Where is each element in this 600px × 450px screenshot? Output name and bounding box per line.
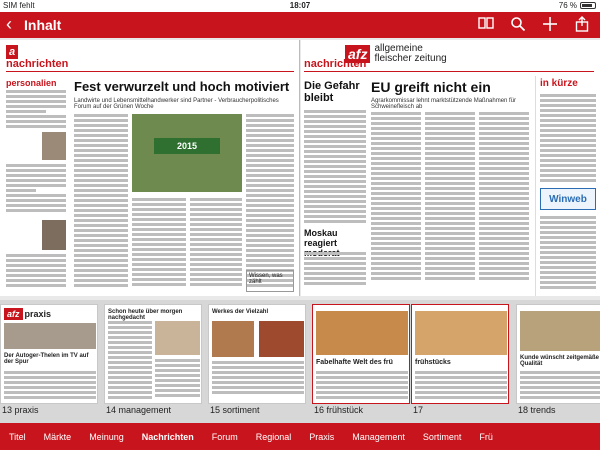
carrier-text: SIM fehlt [3, 1, 35, 10]
thumb-text [4, 371, 96, 401]
main-column-3 [479, 112, 529, 282]
right-page[interactable] [301, 40, 600, 296]
page-thumbnails[interactable] [0, 300, 600, 423]
thumbnail-13[interactable] [0, 304, 100, 414]
thumbnail-page-17[interactable] [411, 304, 509, 404]
thumb-text [108, 321, 152, 401]
plus-icon[interactable] [542, 16, 558, 36]
logo-mark: afz [345, 45, 370, 63]
left-page-logo: a [6, 42, 18, 60]
article-subline: Landwirte und Lebensmittelhandwerker sind Partner - Verbraucherpolitisches Forum auf der Grünen Woche [74, 98, 279, 110]
right-sidebar-text [540, 94, 596, 184]
portrait-photo [42, 132, 66, 160]
main-column-1 [371, 112, 421, 282]
article-column-3 [246, 114, 294, 289]
thumb-title: Werkes der Vielzahl [212, 309, 269, 315]
portrait-photo-2 [42, 220, 66, 250]
section-rule [6, 71, 294, 72]
thumbnail-label: 15 sortiment [210, 405, 260, 415]
thumb-text-2 [155, 359, 200, 399]
nav-item-meinung[interactable]: Meinung [89, 431, 124, 442]
thumb-photo [4, 323, 96, 349]
thumbnail-18[interactable] [516, 304, 600, 414]
thumbnail-16-17[interactable] [312, 304, 512, 414]
nav-item-praxis[interactable]: Praxis [309, 431, 335, 442]
share-icon[interactable] [574, 16, 590, 36]
page-title: Inhalt [24, 17, 62, 33]
thumb-photo [415, 311, 507, 355]
thumb-photo [316, 311, 408, 355]
app-header [0, 12, 600, 38]
page-spread[interactable] [0, 38, 600, 300]
thumbnail-label-17: 17 [413, 405, 424, 415]
left-column-text [304, 110, 366, 225]
main-column-2 [425, 112, 475, 282]
lower-headline[interactable]: Moskau reagiert [304, 228, 338, 248]
thumb-photo-2 [259, 321, 304, 357]
main-subline: Agrarkommissar lehnt marktstützende Maßnahmen für Schweinefleisch ab [371, 98, 517, 110]
left-page[interactable] [0, 40, 300, 296]
nav-item-nachrichten[interactable]: Nachrichten [141, 431, 194, 442]
sidebar-text [6, 90, 66, 130]
thumbnail-page-16[interactable] [312, 304, 410, 404]
thumbnail-page[interactable] [0, 304, 98, 404]
winweb-ad[interactable] [540, 188, 596, 210]
thumb-text [415, 371, 507, 401]
logo-line-1: allgemeine [374, 43, 423, 54]
thumb-logo: afz praxis [4, 308, 51, 320]
thumb-title: Schon heute über morgen nachgedacht [108, 309, 183, 321]
clock: 18:07 [289, 1, 311, 10]
thumb-text [316, 371, 408, 401]
right-section-title: nachrichten [304, 58, 367, 70]
photo-banner: 2015 [154, 138, 220, 154]
thumb-photo [155, 321, 200, 355]
article-column-2a [132, 198, 186, 288]
thumbnail-label: 14 management [106, 405, 172, 415]
thumb-title: Der Autoger-Thelen im TV auf der Spur [4, 353, 89, 365]
thumb-title: frühstücks [415, 359, 451, 366]
thumb-photo [520, 311, 600, 351]
nav-item-titel[interactable]: Titel [9, 431, 26, 442]
left-column-headline[interactable]: Die Gefahr bleibt [304, 80, 360, 104]
thumbnail-14[interactable] [104, 304, 204, 414]
thumb-text [212, 361, 304, 396]
battery-indicator [559, 1, 596, 10]
article-column-1 [74, 114, 128, 289]
nav-item-maerkte[interactable]: Märkte [43, 431, 72, 442]
battery-percent: 76 % [558, 1, 577, 10]
nav-item-regional[interactable]: Regional [255, 431, 292, 442]
book-icon[interactable] [478, 16, 494, 36]
article-column-2b [190, 198, 242, 288]
nav-item-forum[interactable]: Forum [211, 431, 238, 442]
sidebar-title: personalien [6, 78, 57, 88]
ad-text: Wissen, was zählt [249, 273, 283, 285]
thumb-title: Kunde wünscht zeitgemäße Qualität [520, 355, 600, 367]
thumbnail-label: 18 trends [518, 405, 556, 415]
right-sidebar-title: in kürze [540, 78, 578, 89]
thumbnail-page[interactable] [208, 304, 306, 404]
main-headline[interactable]: EU greift nicht ein [371, 79, 491, 95]
thumbnail-page[interactable] [104, 304, 202, 404]
ad-box[interactable] [246, 270, 294, 292]
right-sidebar-text-2 [540, 216, 596, 291]
sidebar-text-2 [6, 164, 66, 214]
logo-line-2: fleischer zeitung [374, 53, 447, 64]
right-sidebar [535, 76, 597, 296]
nav-item-fruehstueck[interactable]: Frü [479, 431, 493, 442]
thumb-photo [212, 321, 254, 357]
winweb-brand: Winweb [549, 194, 587, 205]
toolbar [478, 16, 590, 36]
right-section-rule [304, 71, 594, 72]
article-headline[interactable]: Fest verwurzelt und hoch motiviert [74, 79, 290, 94]
back-chevron-icon[interactable]: ‹ [6, 14, 12, 34]
thumb-text [520, 371, 600, 401]
search-icon[interactable] [510, 16, 526, 36]
section-title: nachrichten [6, 58, 69, 70]
thumb-title: Fabelhafte Welt des frü [316, 359, 393, 366]
lower-text [304, 252, 366, 287]
sidebar-text-3 [6, 254, 66, 289]
nav-item-management[interactable]: Management [352, 431, 405, 442]
thumbnail-label: 16 frühstück [314, 405, 364, 415]
thumbnail-page[interactable] [516, 304, 600, 404]
nav-item-sortiment[interactable]: Sortiment [422, 431, 462, 442]
status-bar [0, 0, 600, 12]
section-nav [0, 423, 600, 450]
thumbnail-label: 13 praxis [2, 405, 39, 415]
thumbnail-15[interactable] [208, 304, 308, 414]
battery-icon [580, 2, 596, 9]
